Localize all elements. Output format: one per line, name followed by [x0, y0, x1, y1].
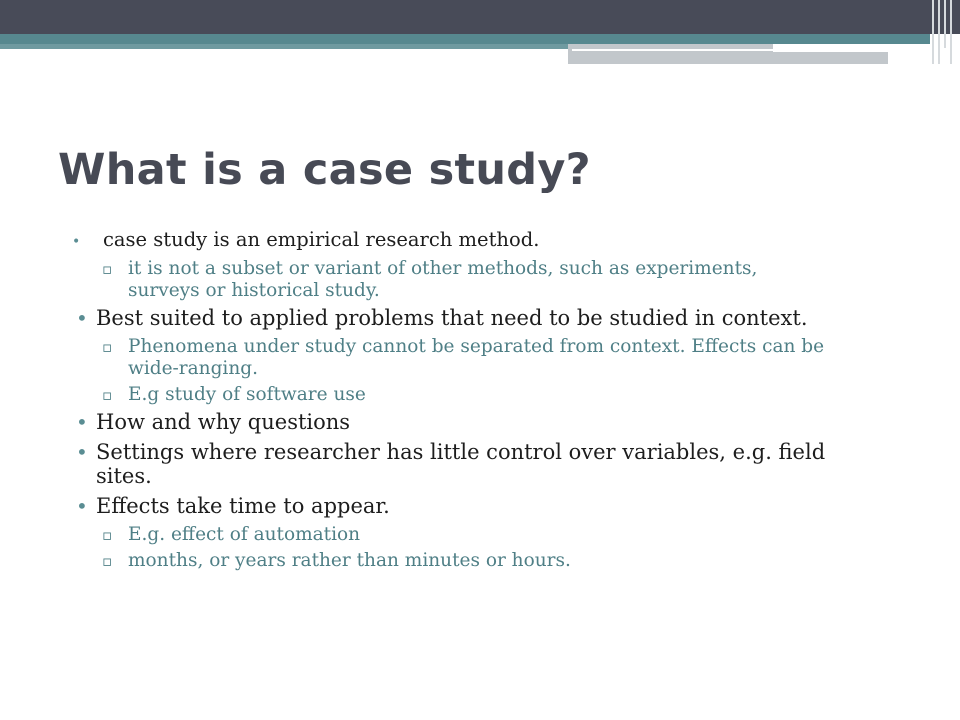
sub-bullet-point [0, 384, 828, 406]
bullet-text: How and why questions [96, 410, 351, 434]
accent-band [0, 34, 930, 44]
bullet-point [0, 494, 836, 518]
list-item [0, 410, 960, 434]
bullet-icon: • [72, 234, 81, 250]
sub-bullet-icon: ▫ [102, 338, 113, 356]
list-item [0, 306, 960, 406]
sub-bullet-point [0, 550, 828, 572]
sub-bullet-text: it is not a subset or variant of other methods, such as experiments, surveys or historical study. [128, 258, 758, 301]
accent-band-light [0, 44, 570, 49]
decor-vertical-bars [928, 0, 960, 64]
list-item [0, 494, 960, 572]
slide-title: What is a case study? [58, 145, 591, 195]
bullet-icon: • [76, 440, 88, 464]
bullet-icon: • [76, 410, 88, 434]
sub-bullet-icon: ▫ [102, 386, 113, 404]
decor-line [572, 49, 888, 51]
list-item [0, 228, 960, 302]
sub-bullet-icon: ▫ [102, 552, 113, 570]
bullet-point [0, 306, 836, 330]
bullet-text: Settings where researcher has little control over variables, e.g. field sites. [96, 440, 826, 488]
sub-bullet-point [0, 336, 828, 380]
bullet-point [0, 440, 836, 488]
bullet-icon: • [76, 306, 88, 330]
bullet-text: case study is an empirical research method. [103, 228, 540, 251]
bullet-point [0, 410, 836, 434]
bullet-text: Best suited to applied problems that need to be studied in context. [96, 306, 808, 330]
decor-strip-2 [773, 52, 888, 64]
bullet-list [0, 228, 960, 576]
sub-bullet-icon: ▫ [102, 260, 113, 278]
list-item [0, 440, 960, 488]
decor-strip [568, 44, 773, 64]
sub-bullet-text: E.g. effect of automation [128, 524, 361, 545]
bullet-text: Effects take time to appear. [96, 494, 390, 518]
sub-bullet-point [0, 258, 828, 302]
sub-bullet-icon: ▫ [102, 526, 113, 544]
bullet-icon: • [76, 494, 88, 518]
header-bar [0, 0, 960, 34]
sub-bullet-point [0, 524, 828, 546]
sub-bullet-text: E.g study of software use [128, 384, 366, 405]
sub-bullet-text: months, or years rather than minutes or hours. [128, 550, 571, 571]
sub-bullet-text: Phenomena under study cannot be separated from context. Effects can be wide-ranging. [128, 336, 825, 379]
bullet-point [0, 228, 843, 252]
